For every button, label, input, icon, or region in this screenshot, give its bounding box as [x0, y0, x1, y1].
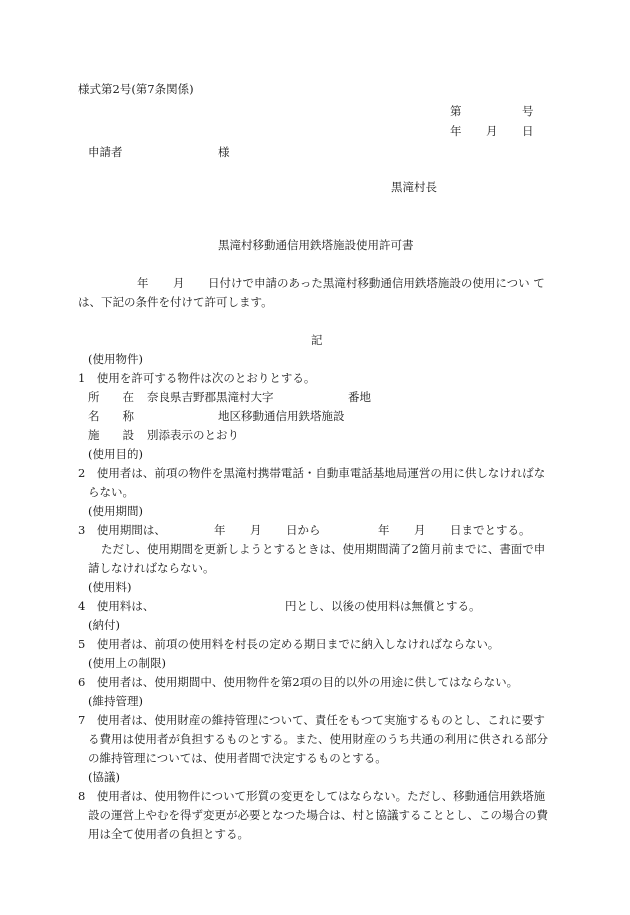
s1-line: 1 使用を許可する物件は次のとおりとする。 — [78, 371, 316, 385]
s5-line: 5 使用者は、前項の使用料を村長の定める期日までに納入しなければならない。 — [78, 637, 500, 651]
s2-line2: らない。 — [88, 485, 134, 499]
s4-rest: 円とし、以後の使用料は無償とする。 — [285, 599, 481, 613]
s3-year2: 年 — [378, 523, 390, 537]
intro-line1: 日付けで申請のあった黒滝村移動通信用鉄塔施設の使用につい て — [208, 276, 545, 290]
applicant-label: 申請者 — [88, 145, 123, 159]
s1-name-value: 地区移動通信用鉄塔施設 — [218, 409, 345, 423]
intro-month: 月 — [173, 276, 185, 290]
s2-line1: 2 使用者は、前項の物件を黒滝村携帯電話・自動車電話基地局運営の用に供しなければな — [78, 466, 546, 480]
document-title: 黒滝村移動通信用鉄塔施設使用許可書 — [218, 238, 414, 252]
s7-line1: 7 使用者は、使用財産の維持管理について、責任をもつて実施するものとし、これに要す — [78, 713, 545, 727]
s1-location-suffix: 番地 — [348, 390, 371, 404]
form-label: 様式第2号(第7条関係) — [78, 82, 194, 96]
date-day: 日 — [522, 124, 534, 138]
s1-heading: (使用物件) — [88, 352, 143, 366]
s4-number: 4 使用料は、 — [78, 599, 155, 613]
ki-heading: 記 — [311, 333, 323, 347]
s3-month2: 月 — [414, 523, 426, 537]
s3-heading: (使用期間) — [88, 504, 143, 518]
date-year: 年 — [450, 124, 462, 138]
s3-year1: 年 — [214, 523, 226, 537]
s8-heading: (協議) — [88, 770, 120, 784]
s3-day2: 日までとする。 — [450, 523, 531, 537]
intro-line2: は、下記の条件を付けて許可します。 — [78, 295, 273, 309]
number-suffix: 号 — [522, 104, 534, 118]
s1-facility-label: 施 設 — [88, 428, 134, 442]
s7-line2: る費用は使用者が負担するものとする。また、使用財産のうち共通の利用に供される部分 — [88, 732, 548, 746]
s8-line1: 8 使用者は、使用物件について形質の変更をしてはならない。ただし、移動通信用鉄塔施 — [78, 789, 546, 803]
s1-facility-value: 別添表示のとおり — [147, 428, 239, 442]
s2-heading: (使用目的) — [88, 447, 143, 461]
s1-location-value: 奈良県吉野郡黒滝村大字 — [147, 390, 274, 404]
s6-heading: (使用上の制限) — [88, 656, 166, 670]
s1-location-label: 所 在 — [88, 390, 134, 404]
s7-heading: (維持管理) — [88, 694, 143, 708]
s8-line2: 設の運営上やむを得ず変更が必要となつた場合は、村と協議することとし、この場合の費 — [88, 808, 548, 822]
s5-heading: (納付) — [88, 618, 120, 632]
s3-day1: 日から — [286, 523, 321, 537]
s6-line: 6 使用者は、使用期間中、使用物件を第2項の目的以外の用途に供してはならない。 — [78, 675, 519, 689]
s3-number: 3 使用期間は、 — [78, 523, 166, 537]
s3-line3: 請しなければならない。 — [88, 561, 215, 575]
applicant-suffix: 様 — [218, 145, 230, 159]
s7-line3: の維持管理については、使用者間で決定するものとする。 — [88, 751, 387, 765]
s3-month1: 月 — [250, 523, 262, 537]
s1-name-label: 名 称 — [88, 409, 134, 423]
intro-year: 年 — [137, 276, 149, 290]
s3-line2: ただし、使用期間を更新しようとするときは、使用期間満了2箇月前までに、書面で申 — [101, 542, 546, 556]
date-month: 月 — [486, 124, 498, 138]
issuer: 黒滝村長 — [391, 180, 437, 194]
s4-heading: (使用料) — [88, 580, 132, 594]
number-prefix: 第 — [450, 104, 462, 118]
s8-line3: 用は全て使用者の負担とする。 — [88, 827, 249, 841]
